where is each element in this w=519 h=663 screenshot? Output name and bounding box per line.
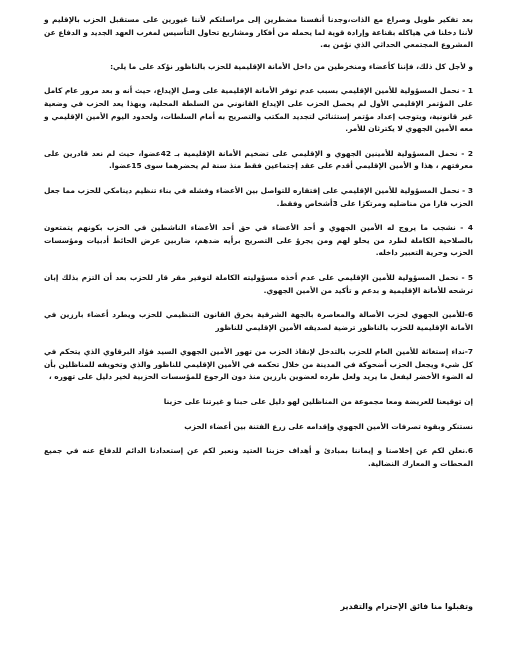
- list-item: [44, 222, 473, 260]
- list-item: [44, 185, 473, 210]
- item-text: نشجب ما يروج له الأمين الجهوي و أحد الأعضاء في حق أحد الأعضاء الناشطين في الحزب بكونهم يتمتعون بالصلاحية الكاملة لطرد من يحلو لهم ومن يجرؤ على التصريح برأيه ضدهم، ضاربين عرض الحائط أدبيات ومؤسسات الحزب وحرية التعبير داخله.: [44, 223, 473, 258]
- closing-line: وتقبلوا منا فائق الإحترام والتقدير: [340, 602, 473, 611]
- item-text: نداء إستغاثة للأمين العام للحزب بالتدخل لإنقاذ الحزب من تهور الأمين الجهوي السيد فؤاد البرقاوي الذي يتحكم في كل شيء ويجعل الحزب أضحوكة في المدينة من خلال تحكمه في الأمين الإقليمي للناظور والذي وتخويفه للمناظلين بأن له الضوء الأخضر ليفعل ما يريد ولعل طرده لعضوين بارزين منذ دون الرجوع للمؤسسات الحزبية لخير دليل على تهوره ،: [44, 347, 473, 382]
- item-text: نعلن لكم عن إخلاصنا و إيماننا بمبادئ و أهداف حزبنا العتيد ونعبر لكم عن إستعدادنا الدائم للدفاع عنه في جميع المحطات و المعارك النضالية.: [44, 446, 473, 468]
- list-item: [44, 309, 473, 334]
- list-item: [44, 148, 473, 173]
- item-text: نحمل المسؤولية للأمين الإقليمي على عدم أخذه مسؤوليته الكاملة لتوفير مقر قار للحزب بعد أن التزم بذلك إبان ترشحه للأمانة الإقليمية و بدعم و تأكيد من الأمين الجهوي.: [44, 272, 473, 295]
- condemnation-paragraph: نستنكر وبقوة تصرفات الأمين الجهوي وإقدامه على زرع الفتنة بين أعضاء الحزب: [184, 421, 473, 431]
- item-text: نحمل المسؤولية للأمينين الجهوي و الإقليمي على تضخيم الأمانة الإقليمية بـ 42عضوا، حيث لم نعد قادرين على معرفتهم ، هذا و الأمين الإقليمي أقدم على عقد إجتماعين فقط منذ سنة لم يحضرهما سوى 15عضوا.: [44, 148, 473, 171]
- item-number: 3 -: [462, 185, 473, 195]
- intro-paragraph: بعد تفكير طويل وصراع مع الذات،وجدنا أنفسنا مضطرين إلى مراسلتكم لأننا غيورين على مستقبل الحزب بالإقليم و لأننا دخلنا في هياكله بقناعة وإرادة قوية لما يحمله من أفكار ومشاريع تحاول التأسيس لمغرب العهد الجديد و الدفاع عن المشروع المجتمعي الحداثي الذي نؤمن به.: [44, 15, 473, 50]
- item-text: نحمل المسؤولية للأمين الإقليمي بسبب عدم توفر الأمانة الإقليمية على وصل الإيداع، حيث أنه و بعد مرور عام كامل على المؤتمر الإقليمي الأول لم يحصل الحزب على الإيداع القانوني من السلطة المحلية، وبهذا يعد الحزب في وضعية غير قانونية، ويتوجب إعداد مؤتمر إستثنائي لتجديد المكتب والتصريح به أمام السلطات، ولحدود اليوم الأمين الإقليمي و معه الأمين الجهوي لا يكترثان للأمر.: [44, 86, 473, 134]
- list-item: [44, 445, 473, 470]
- item-number: 5 -: [461, 272, 474, 282]
- list-item: [44, 272, 473, 297]
- item-number: 2 -: [461, 148, 474, 158]
- item-number: 1 -: [462, 86, 474, 96]
- item-number: 6.: [465, 446, 473, 456]
- item-number: 6-: [464, 310, 473, 320]
- list-item: [44, 85, 473, 135]
- list-item: [44, 346, 473, 384]
- item-text: للأمين الجهوي لحزب الأصالة والمعاصرة بالجهة الشرقية بخرق القانون التنظيمي للحزب ويطرد أعضاء بارزين في الأمانة الإقليمية للحزب بالناظور ترضية لصديقه الأمين الإقليمي للناظور: [44, 310, 473, 332]
- item-text: نحمل المسؤولية للأمين الإقليمي على إفتقاره للتواصل بين الأعضاء وفشله في بناء تنظيم دينامكي للحزب مما جعل الحزب قارا من مناضليه ومرتكزا على 3أشخاص وفقط.: [44, 185, 473, 208]
- item-number: 4 -: [460, 223, 473, 233]
- item-number: 7-: [464, 347, 473, 357]
- petition-paragraph: إن توقيعنا للعريضة ومعا مجموعة من المناظلين لهو دليل على حبنا و غيرتنا على حزبنا: [163, 397, 473, 407]
- lead-paragraph: و لأجل كل ذلك، فإننا كأعضاء ومنخرطين من داخل الأمانة الإقليمية للحزب بالناظور نؤكد على ما يلي:: [110, 61, 473, 71]
